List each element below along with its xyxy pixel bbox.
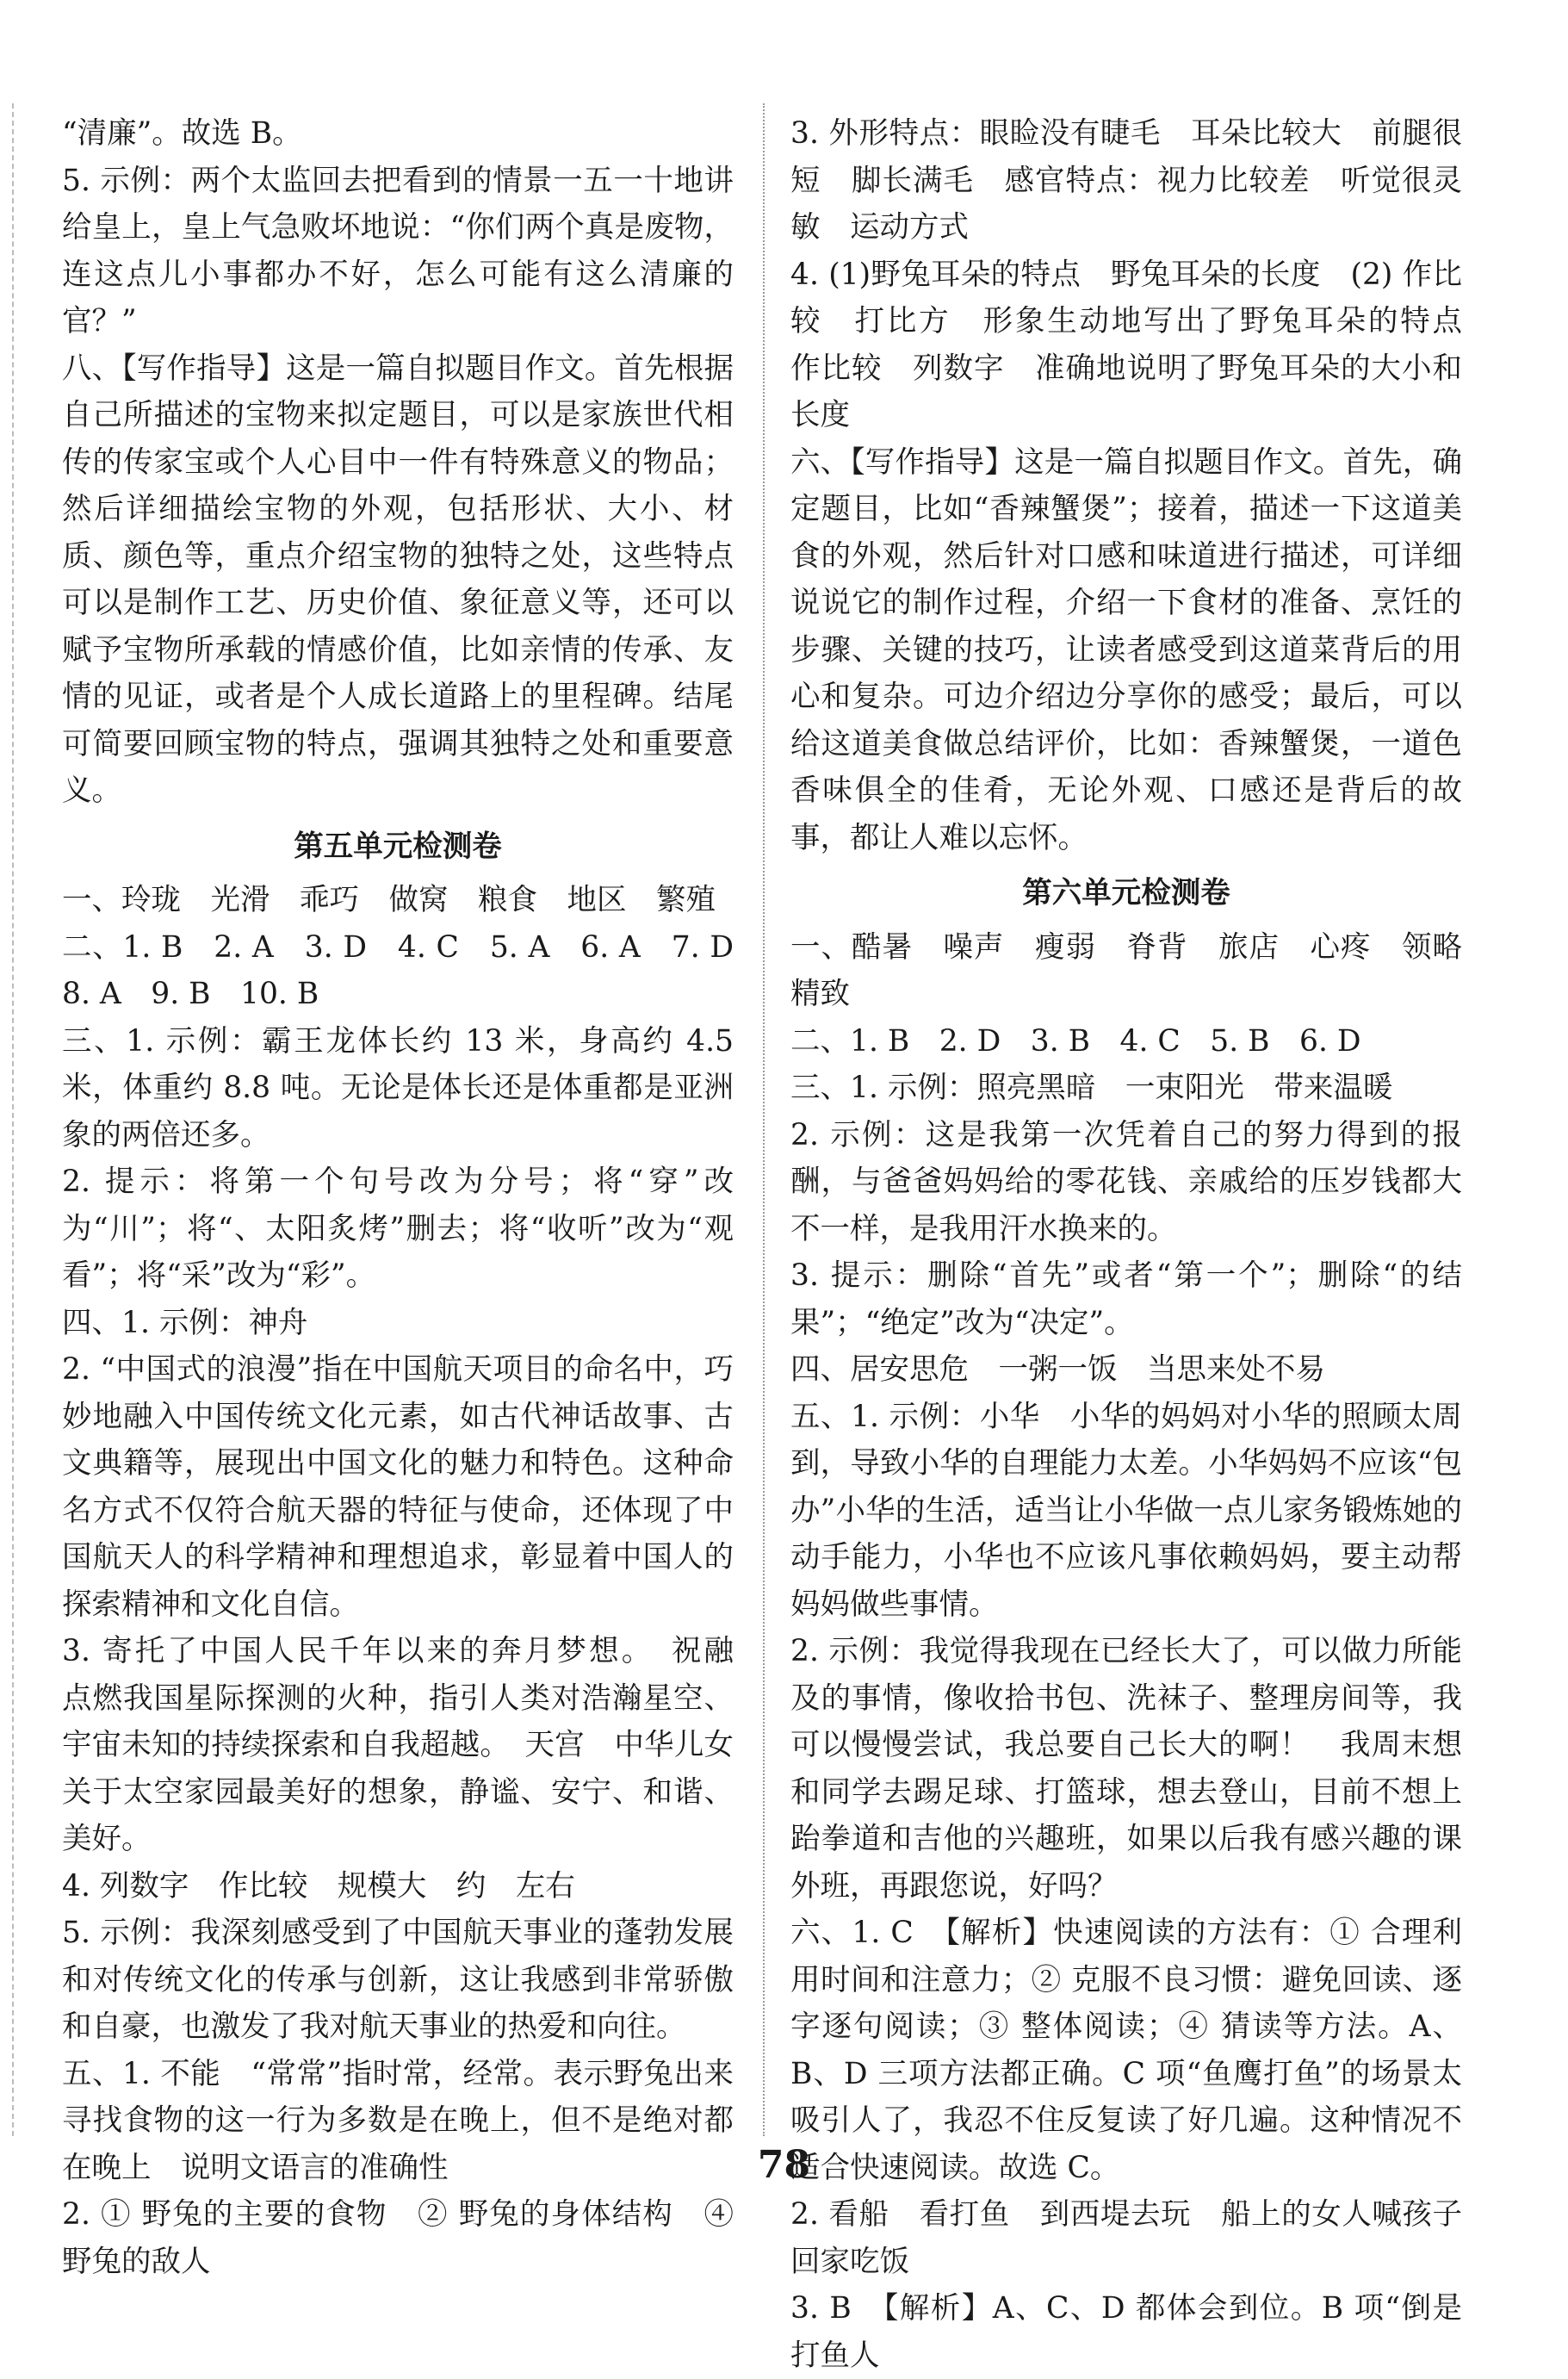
left-paragraph: 3. 寄托了中国人民千年以来的奔月梦想。 祝融 点燃我国星际探测的火种，指引人类对浩瀚星空、宇宙未知的持续探索和自我超越。 天宫 中华儿女关于太空家园最美好的想象，静谧、安宁、和谐、美好。: [62, 1634, 764, 1856]
left-paragraph: 4. 列数字 作比较 规模大 约 左右: [62, 1868, 575, 1904]
left-paragraph: 一、玲珑 光滑 乖巧 做窝 粮食 地区 繁殖: [62, 883, 716, 917]
left-paragraph: 四、1. 示例：神舟: [62, 1305, 308, 1340]
right-paragraph: 一、酷暑 噪声 瘦弱 脊背 旅店 心疼 领略 精致: [790, 929, 1492, 1011]
right-paragraph: 六、1. C 【解析】快速阅读的方法有：① 合理利用时间和注意力；② 克服不良习惯：避免回读、逐字逐句阅读；③ 整体阅读；④ 猜读等方法。A、B、D 三项方法都正确。C 项“鱼鹰打鱼”的场景太吸引人了，我忍不住反复读了好几遍。这种情况不适合快速阅读。故选 C。: [790, 1916, 1462, 2185]
left-paragraph: 三、1. 示例：霸王龙体长约 13 米，身高约 4.5 米，体重约 8.8 吨。无论是体长还是体重都是亚洲象的两倍还多。: [62, 1023, 734, 1152]
column-divider: [763, 103, 765, 2136]
right-paragraph: 二、1. B 2. D 3. B 4. C 5. B 6. D: [790, 1023, 1361, 1059]
right-paragraph: 四、居安思危 一粥一饭 当思来处不易: [790, 1352, 1325, 1387]
right-column: [790, 110, 1492, 2379]
left-paragraph: “清廉”。故选 B。: [62, 116, 302, 151]
right-paragraph: 4. (1)野兔耳朵的特点 野兔耳朵的长度 (2) 作比较 打比方 形象生动地写出了野兔耳朵的特点 作比较 列数字 准确地说明了野兔耳朵的大小和长度: [790, 257, 1492, 432]
right-paragraph: 2. 看船 看打鱼 到西堤去玩 船上的女人喊孩子回家吃饭: [790, 2197, 1462, 2279]
right-paragraph: 3. 外形特点：眼睑没有睫毛 耳朵比较大 前腿很短 脚长满毛 感官特点：视力比较差 听觉很灵敏 运动方式: [790, 116, 1462, 245]
right-paragraph: 3. B 【解析】A、C、D 都体会到位。B 项“倒是打鱼人: [790, 2291, 1462, 2373]
right-paragraph: 3. 提示：删除“首先”或者“第一个”；删除“的结果”；“绝定”改为“决定”。: [790, 1258, 1462, 1340]
right-paragraph: 2. 示例：我觉得我现在已经长大了，可以做力所能及的事情，像收拾书包、洗袜子、整理房间等，我可以慢慢尝试，我总要自己长大的啊！ 我周末想和同学去踢足球、打篮球，想去登山，目前不想上跆拳道和吉他的兴趣班，如果以后我有感兴趣的课外班，再跟您说，好吗？: [790, 1634, 1462, 1904]
binding-margin-line: [12, 103, 14, 2136]
right-paragraph: 三、1. 示例：照亮黑暗 一束阳光 带来温暖: [790, 1071, 1393, 1105]
left-column: [62, 110, 764, 2285]
left-paragraph: 2. “中国式的浪漫”指在中国航天项目的命名中，巧妙地融入中国传统文化元素，如古代神话故事、古文典籍等，展现出中国文化的魅力和特色。这种命名方式不仅符合航天器的特征与使命，还体现了中国航天人的科学精神和理想追求，彰显着中国人的探索精神和文化自信。: [62, 1352, 734, 1622]
right-paragraph: 六、【写作指导】这是一篇自拟题目作文。首先，确定题目，比如“香辣蟹煲”；接着，描述一下这道美食的外观，然后针对口感和味道进行描述，可详细说说它的制作过程，介绍一下食材的准备、烹饪的步骤、关键的技巧，让读者感受到这道菜背后的用心和复杂。可边介绍边分享你的感受；最后，可以给这道美食做总结评价，比如：香辣蟹煲，一道色香味俱全的佳肴，无论外观、口感还是背后的故事，都让人难以忘怀。: [790, 444, 1462, 855]
left-paragraph: 五、1. 不能 “常常”指时常，经常。表示野兔出来寻找食物的这一行为多数是在晚上，但不是绝对都在晚上 说明文语言的准确性: [62, 2056, 734, 2185]
left-paragraph: 5. 示例：我深刻感受到了中国航天事业的蓬勃发展和对传统文化的传承与创新，这让我感到非常骄傲和自豪，也激发了我对航天事业的热爱和向往。: [62, 1916, 734, 2044]
left-paragraph: 二、1. B 2. A 3. D 4. C 5. A 6. A 7. D 8. A 9. B 10. B: [62, 929, 764, 1011]
left-section-heading: 第五单元检测卷: [294, 829, 502, 864]
left-paragraph: 2. ① 野兔的主要的食物 ② 野兔的身体结构 ④ 野兔的敌人: [62, 2197, 734, 2279]
right-section-heading: 第六单元检测卷: [1022, 876, 1230, 910]
left-paragraph: 八、【写作指导】这是一篇自拟题目作文。首先根据自己所描述的宝物来拟定题目，可以是家族世代相传的传家宝或个人心目中一件有特殊意义的物品；然后详细描绘宝物的外观，包括形状、大小、材质、颜色等，重点介绍宝物的独特之处，这些特点可以是制作工艺、历史价值、象征意义等，还可以赋予宝物所承载的情感价值，比如亲情的传承、友情的见证，或者是个人成长道路上的里程碑。结尾可简要回顾宝物的特点，强调其独特之处和重要意义。: [62, 351, 734, 808]
page-number: 78: [757, 2143, 811, 2187]
left-paragraph: 2. 提示：将第一个句号改为分号；将“穿”改为“川”；将“、太阳炙烤”删去；将“收听”改为“观看”；将“采”改为“彩”。: [62, 1165, 734, 1293]
right-paragraph: 2. 示例：这是我第一次凭着自己的努力得到的报酬，与爸爸妈妈给的零花钱、亲戚给的压岁钱都大不一样，是我用汗水换来的。: [790, 1117, 1462, 1246]
left-paragraph: 5. 示例：两个太监回去把看到的情景一五一十地讲给皇上，皇上气急败坏地说：“你们两个真是废物，连这点儿小事都办不好，怎么可能有这么清廉的官？”: [62, 163, 734, 339]
right-paragraph: 五、1. 示例：小华 小华的妈妈对小华的照顾太周到，导致小华的自理能力太差。小华妈妈不应该“包办”小华的生活，适当让小华做一点儿家务锻炼她的动手能力，小华也不应该凡事依赖妈妈，要主动帮妈妈做些事情。: [790, 1399, 1462, 1622]
